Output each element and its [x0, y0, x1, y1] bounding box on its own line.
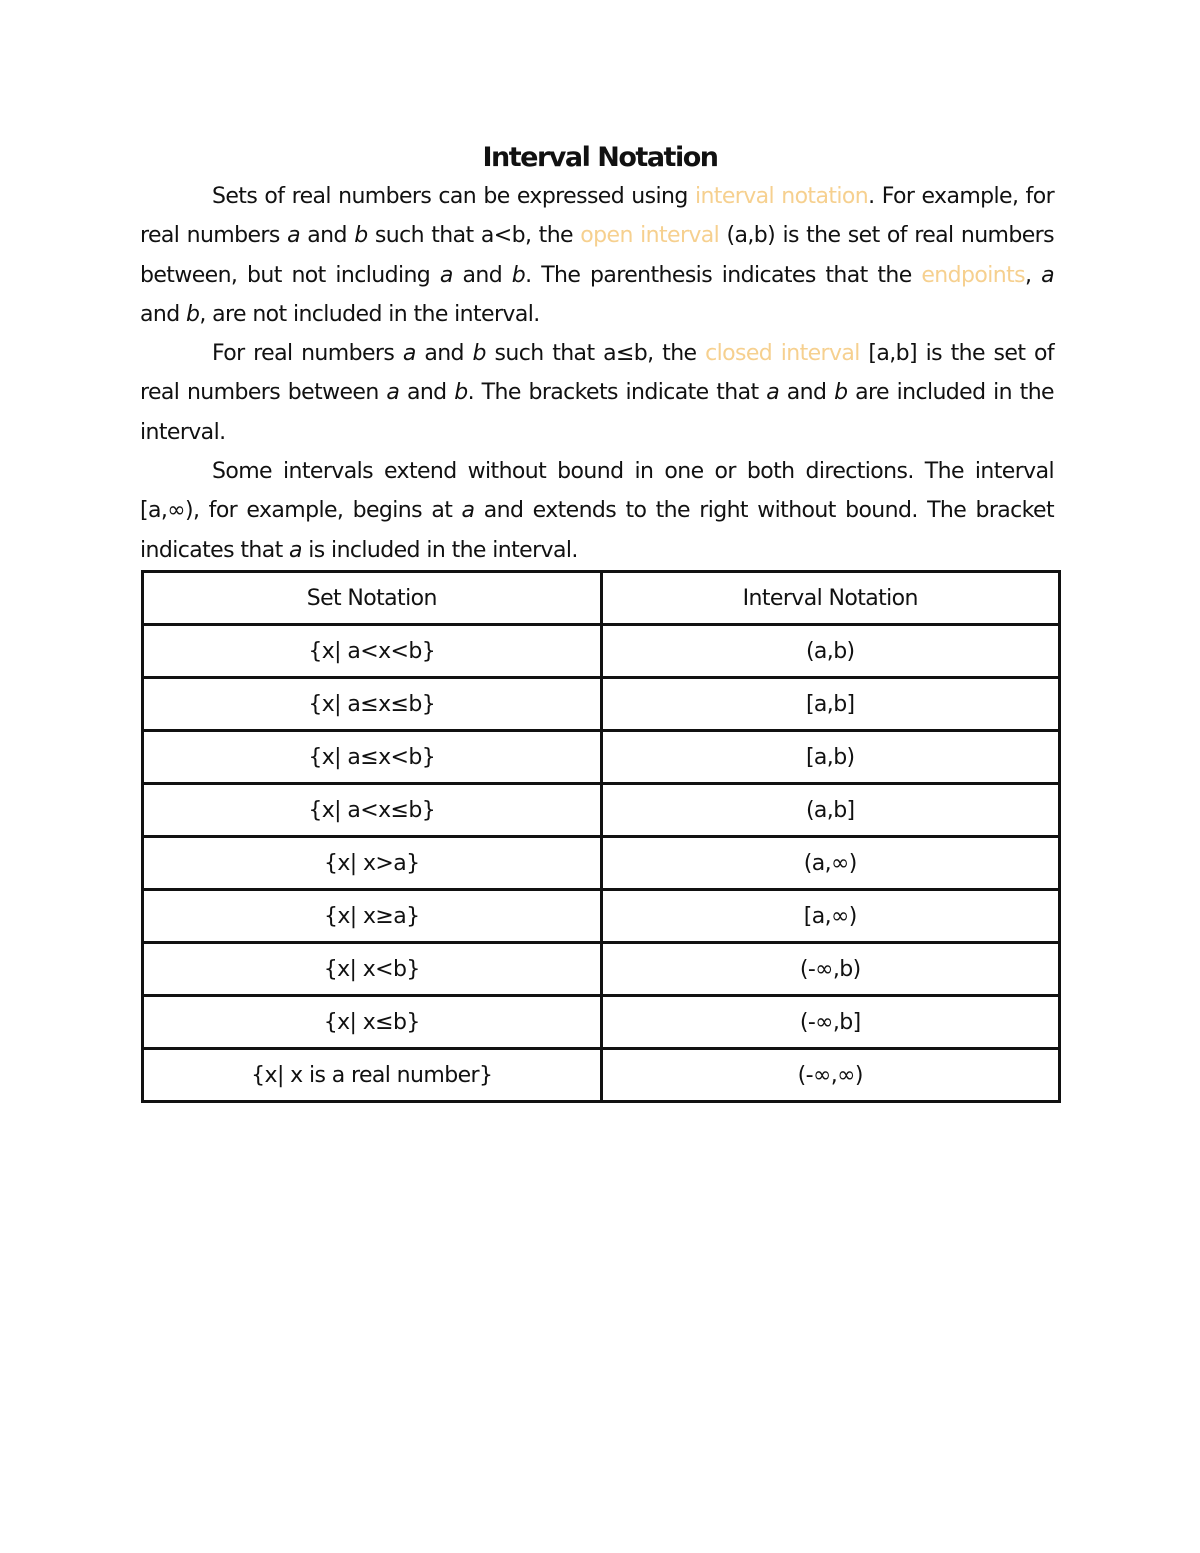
interval-notation-cell: (a,b]: [601, 784, 1060, 837]
var-a: a: [402, 341, 416, 367]
text: Some intervals extend without bound in one or both directions. The interval [a,∞), for example, begins at: [140, 459, 1054, 524]
text: such that a<b, the: [367, 223, 581, 249]
interval-notation-cell: (a,b): [601, 625, 1060, 678]
text: For real numbers: [212, 341, 403, 367]
text: and extends to the right without bound. The bracket indicates that: [140, 498, 1054, 563]
paragraph-1: [140, 177, 1054, 334]
interval-notation-cell: (a,∞): [601, 837, 1060, 890]
set-notation-cell: {x| x≥a}: [143, 890, 602, 943]
body-text: [140, 177, 1054, 570]
header-interval-notation: Interval Notation: [601, 572, 1060, 625]
term-closed-interval: closed interval: [705, 341, 860, 367]
text: . The brackets indicate that: [467, 380, 767, 406]
table-row: [143, 625, 1060, 678]
var-a: a: [289, 537, 302, 563]
interval-notation-cell: (-∞,b]: [601, 996, 1060, 1049]
text: [a,b] is the set of real numbers between: [140, 341, 1054, 406]
var-b: b: [454, 380, 468, 406]
table-row: [143, 996, 1060, 1049]
text: are included in the interval.: [140, 380, 1054, 445]
set-notation-cell: {x| x<b}: [143, 943, 602, 996]
var-a: a: [287, 223, 300, 249]
interval-notation-cell: [a,∞): [601, 890, 1060, 943]
text: ,: [1025, 262, 1042, 288]
text: (a,b) is the set of real numbers between, but not including: [140, 223, 1054, 288]
text: , are not included in the interval.: [199, 301, 540, 327]
text: and: [779, 380, 835, 406]
paragraph-3: [140, 452, 1054, 570]
text: . For example, for real numbers: [140, 184, 1055, 249]
var-b: b: [185, 301, 200, 327]
text: and: [415, 341, 473, 367]
page-title: Interval Notation: [482, 142, 718, 173]
set-notation-cell: {x| x>a}: [143, 837, 602, 890]
var-a: a: [386, 380, 400, 406]
text: such that a≤b, the: [485, 341, 706, 367]
table-header-row: [143, 572, 1060, 625]
table-row: [143, 1049, 1060, 1102]
set-notation-cell: {x| a<x≤b}: [143, 784, 602, 837]
term-open-interval: open interval: [580, 223, 720, 249]
table-row: [143, 837, 1060, 890]
term-interval-notation: interval notation: [694, 184, 869, 209]
text: and: [299, 223, 355, 249]
text: is included in the interval.: [301, 537, 578, 563]
table-row: [143, 784, 1060, 837]
var-b: b: [472, 341, 486, 367]
var-a: a: [1041, 262, 1054, 288]
table-row: [143, 943, 1060, 996]
var-a: a: [461, 498, 475, 524]
var-a: a: [439, 262, 453, 288]
header-set-notation: Set Notation: [143, 572, 602, 625]
set-notation-cell: {x| a<x<b}: [143, 625, 602, 678]
text: Sets of real numbers can be expressed using: [212, 184, 695, 209]
var-b: b: [354, 223, 368, 249]
term-endpoints: endpoints: [921, 262, 1025, 288]
text: and: [452, 262, 512, 288]
table-row: [143, 731, 1060, 784]
set-notation-cell: {x| a≤x<b}: [143, 731, 602, 784]
interval-notation-cell: [a,b): [601, 731, 1060, 784]
interval-notation-cell: [a,b]: [601, 678, 1060, 731]
notation-table: [141, 570, 1061, 1103]
set-notation-cell: {x| x is a real number}: [143, 1049, 602, 1102]
var-b: b: [834, 380, 848, 406]
interval-notation-cell: (-∞,∞): [601, 1049, 1060, 1102]
table-row: [143, 890, 1060, 943]
var-b: b: [511, 262, 526, 288]
set-notation-cell: {x| a≤x≤b}: [143, 678, 602, 731]
table-row: [143, 678, 1060, 731]
paragraph-2: [140, 334, 1054, 452]
set-notation-cell: {x| x≤b}: [143, 996, 602, 1049]
text: and: [140, 301, 186, 327]
text: and: [399, 380, 455, 406]
var-a: a: [766, 380, 780, 406]
interval-notation-cell: (-∞,b): [601, 943, 1060, 996]
text: . The parenthesis indicates that the: [525, 262, 922, 288]
